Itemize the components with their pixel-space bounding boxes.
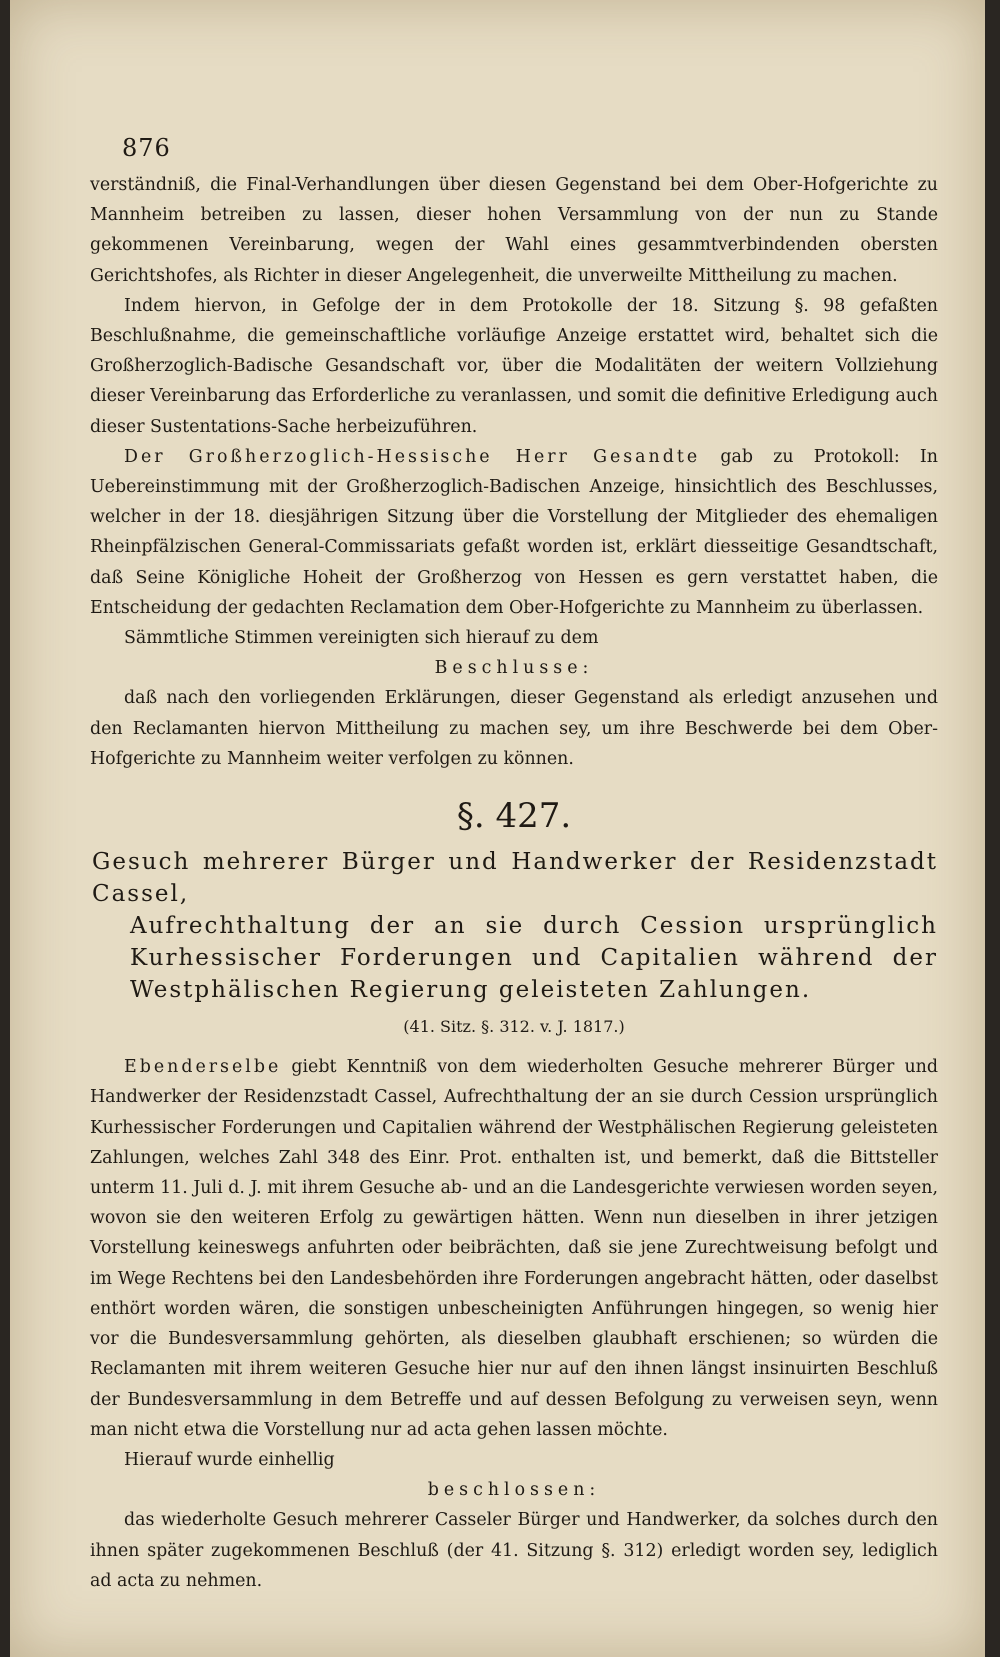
speaker-name: Ebenderselbe [124,1057,282,1078]
paragraph: Hierauf wurde einhellig [124,1449,335,1470]
paragraph: Indem hiervon, in Gefolge der in dem Protokolle der 18. Sitzung §. 98 gefaßten Beschlußnahme, die gemeinschaftliche vorläufige Anzeige erstattet wird, behaltet sich die Großherzoglich-Badische Gesandschaft vor, über die Modalitäten der weitern Vollziehung dieser Vereinbarung das Erforderliche zu veranlassen, und somit die definitive Erledigung auch dieser Sustentations-Sache herbeizuführen. [90,295,938,437]
resolution-heading: beschlossen: [427,1480,601,1501]
paragraph: Sämmtliche Stimmen vereinigten sich hierauf zu dem [124,628,599,649]
paragraph: daß nach den vorliegenden Erklärungen, dieser Gegenstand als erledigt anzusehen und den Reclamanten hiervon Mittheilung zu machen sey, um ihre Beschwerde bei dem Ober-Hofgerichte zu Mannheim weiter verfolgen zu können. [90,688,938,769]
paragraph [90,1052,938,1445]
document-page [10,0,985,1657]
page-number: 876 [122,134,171,162]
section-number: §. 427. [456,796,572,837]
paragraph [90,442,938,623]
speaker-name: Der Großherzoglich-Hessische Herr Gesandte [124,446,701,467]
subject-continuation: Aufrechthaltung der an sie durch Cession ursprünglich Kurhessischer Forderungen und Capitalien während der Westphälischen Regierung geleisteten Zahlungen. [130,913,938,1004]
paragraph-text: gab zu Protokoll: In Uebereinstimmung mit der Großherzoglich-Badischen Anzeige, hinsichtlich des Beschlusses, welcher in der 18. diesjährigen Sitzung über die Vorstellung der Mitglieder des ehemaligen Rheinpfälzischen General-Commissariats gefaßt worden ist, erklärt diesseitige Gesandtschaft, daß Seine Königliche Hoheit der Großherzog von Hessen es gern verstattet haben, die Entscheidung der gedachten Reclamation dem Ober-Hofgerichte zu Mannheim zu überlassen. [90,446,939,618]
paragraph: verständniß, die Final-Verhandlungen über diesen Gegenstand bei dem Ober-Hofgerichte zu Mannheim betreiben zu lassen, dieser hohen Versammlung von der nun zu Stande gekommenen Vereinbarung, wegen der Wahl eines gesammtverbindenden obersten Gerichtshofes, als Richter in dieser Angelegenheit, die unverweilte Mittheilung zu machen. [90,175,938,286]
subject-line: Gesuch mehrerer Bürger und Handwerker der Residenzstadt Cassel, [92,849,938,908]
paragraph: das wiederholte Gesuch mehrerer Casseler Bürger und Handwerker, da solches durch den ihnen später zugekommenen Beschluß (der 41. Sitzung §. 312) erledigt worden sey, lediglich ad acta zu nehmen. [90,1510,938,1591]
resolution-heading: Beschlusse: [434,658,594,679]
paragraph-text: giebt Kenntniß von dem wiederholten Gesuche mehrerer Bürger und Handwerker der Residenzstadt Cassel, Aufrechthaltung der an sie durch Cession ursprünglich Kurhessischer Forderungen und Capitalien während der Westphälischen Regierung geleisteten Zahlungen, welches Zahl 348 des Einr. Prot. enthalten ist, und bemerkt, daß die Bittsteller unterm 11. Juli d. J. mit ihrem Gesuche ab- und an die Landesgerichte verwiesen worden seyen, wovon sie den weiteren Erfolg zu gewärtigen hätten. Wenn nun dieselben in ihrer jetzigen Vorstellung keineswegs anfuhrten oder beibrächten, daß sie jene Zurechtweisung befolgt und im Wege Rechtens bei den Landesbehörden ihre Forderungen angebracht hätten, oder daselbst enthört worden wären, die sonstigen unbescheinigten Anführungen hingegen, so wenig hier vor die Bundesversammlung gehörten, als dieselben glaubhaft erschienen; so würden die Reclamanten mit ihrem weiteren Gesuche hier nur auf den ihnen längst insinuirten Beschluß der Bundesversammlung in dem Betreffe und auf dessen Befolgung zu verweisen seyn, wenn man nicht etwa die Vorstellung nur ad acta gehen lassen möchte. [90,1057,938,1440]
section-subject [90,846,938,1006]
session-reference: (41. Sitz. §. 312. v. J. 1817.) [403,1017,625,1037]
page-body [90,170,938,1596]
